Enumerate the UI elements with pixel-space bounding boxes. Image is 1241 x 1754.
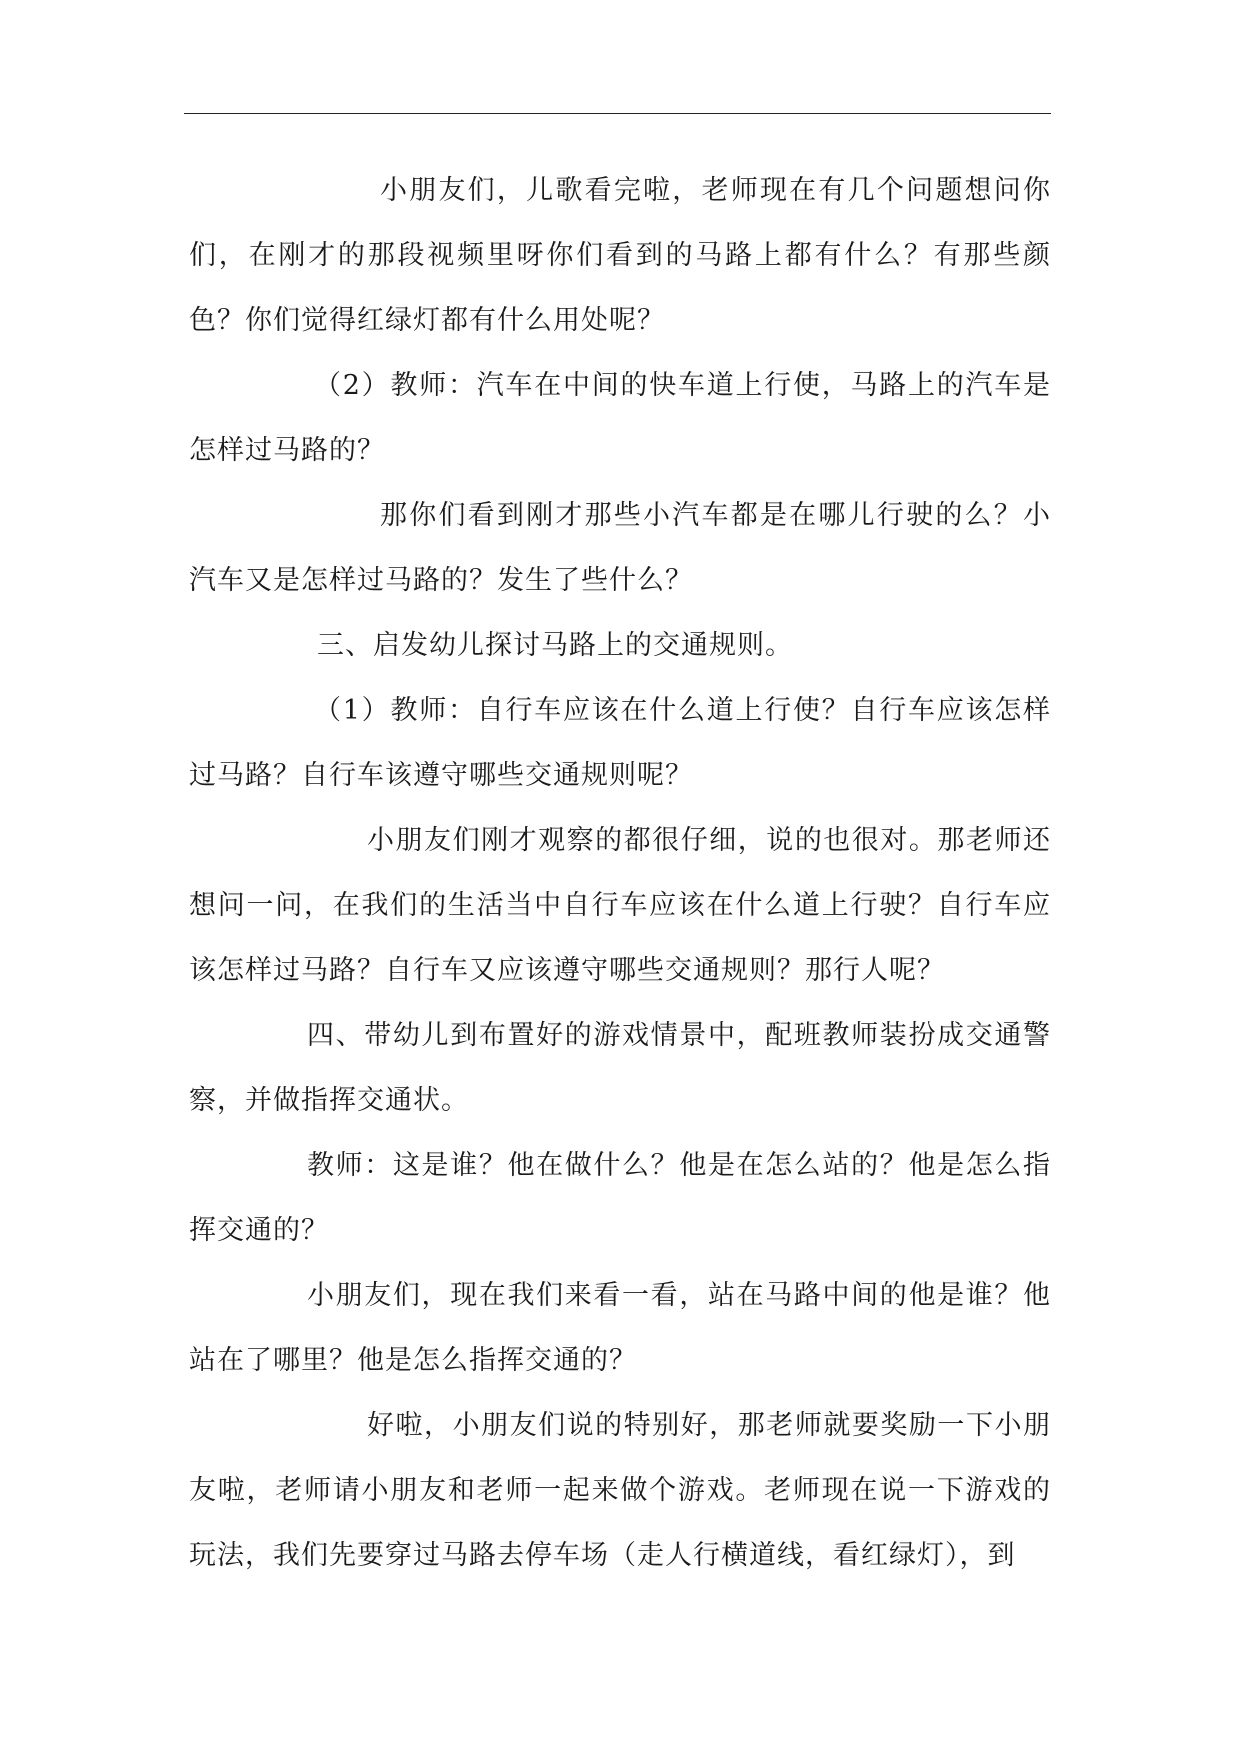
paragraph-8: 教师：这是谁？他在做什么？他是在怎么站的？他是怎么指挥交通的？ [189,1150,1051,1246]
paragraph-7: 四、带幼儿到布置好的游戏情景中，配班教师装扮成交通警察，并做指挥交通状。 [189,1020,1051,1116]
paragraph-10: 好啦，小朋友们说的特别好，那老师就要奖励一下小朋友啦，老师请小朋友和老师一起来做个游戏。老师现在说一下游戏的玩法，我们先要穿过马路去停车场（走人行横道线，看红绿灯），到 [189,1410,1051,1571]
paragraph-3: 那你们看到刚才那些小汽车都是在哪儿行驶的么？小汽车又是怎样过马路的？发生了些什么？ [189,500,1051,596]
paragraph-9: 小朋友们，现在我们来看一看，站在马路中间的他是谁？他站在了哪里？他是怎么指挥交通的？ [189,1280,1051,1376]
paragraph-5: （1）教师：自行车应该在什么道上行使？自行车应该怎样过马路？自行车该遵守哪些交通规则呢？ [189,695,1051,791]
paragraph-6: 小朋友们刚才观察的都很仔细，说的也很对。那老师还想问一问，在我们的生活当中自行车应该在什么道上行驶？自行车应该怎样过马路？自行车又应该遵守哪些交通规则？那行人呢？ [189,825,1051,986]
paragraph-2: （2）教师：汽车在中间的快车道上行使，马路上的汽车是怎样过马路的？ [189,370,1051,466]
document-body [189,158,1051,1588]
paragraph-4: 三、启发幼儿探讨马路上的交通规则。 [317,630,793,661]
paragraph-1: 小朋友们，儿歌看完啦，老师现在有几个问题想问你们，在刚才的那段视频里呀你们看到的马路上都有什么？有那些颜色？你们觉得红绿灯都有什么用处呢？ [189,175,1051,336]
header-rule [184,113,1051,114]
